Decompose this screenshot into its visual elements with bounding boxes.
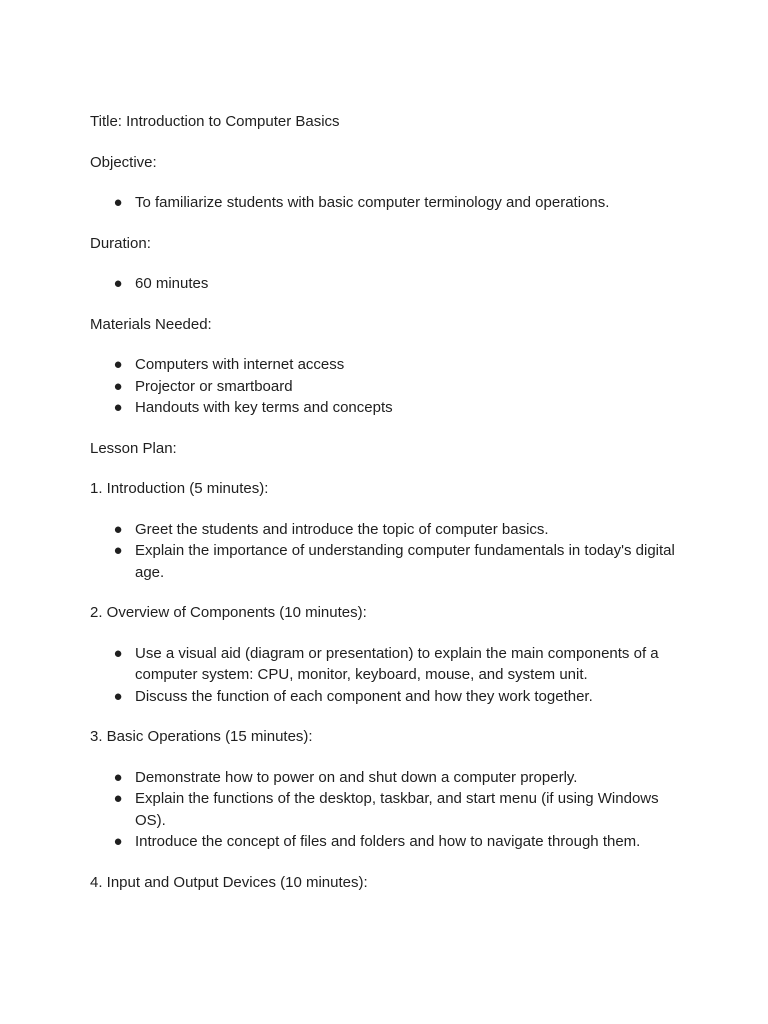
section-list: [90, 519, 680, 584]
materials-list: [90, 354, 680, 419]
bullet-icon: ●: [113, 644, 123, 662]
list-item-text: Explain the functions of the desktop, taskbar, and start menu (if using Windows OS).: [135, 790, 659, 829]
list-item: [90, 192, 680, 214]
bullet-icon: ●: [113, 768, 123, 786]
list-item: [90, 354, 680, 376]
materials-heading: Materials Needed:: [90, 315, 212, 333]
list-item-text: Handouts with key terms and concepts: [135, 399, 393, 416]
list-item: [90, 686, 680, 708]
list-item-text: Introduce the concept of files and folders and how to navigate through them.: [135, 833, 641, 850]
bullet-icon: ●: [113, 399, 123, 416]
document-page: [90, 111, 680, 912]
section-heading: 2. Overview of Components (10 minutes):: [90, 604, 367, 621]
list-item: [90, 831, 680, 853]
list-item-text: Computers with internet access: [135, 356, 345, 373]
list-item: [90, 767, 680, 789]
list-item-text: 60 minutes: [135, 275, 209, 292]
list-item-text: Discuss the function of each component and how they work together.: [135, 687, 593, 705]
list-item: [90, 397, 680, 419]
bullet-icon: ●: [113, 356, 123, 373]
section-heading: 3. Basic Operations (15 minutes):: [90, 728, 313, 745]
section-list: [90, 767, 680, 853]
bullet-icon: ●: [113, 687, 123, 705]
list-item: [90, 519, 680, 541]
list-item-text: To familiarize students with basic computer terminology and operations.: [135, 194, 610, 211]
lesson-plan-heading: Lesson Plan:: [90, 439, 177, 457]
bullet-icon: ●: [113, 377, 123, 395]
bullet-icon: ●: [113, 790, 123, 807]
duration-list: [90, 273, 680, 295]
document-title: Title: Introduction to Computer Basics: [90, 113, 340, 130]
list-item: [90, 376, 680, 398]
bullet-icon: ●: [113, 520, 123, 538]
list-item: [90, 788, 680, 831]
objective-heading: Objective:: [90, 153, 157, 171]
list-item: [90, 643, 680, 686]
list-item-text: Projector or smartboard: [135, 377, 293, 395]
section-heading: 1. Introduction (5 minutes):: [90, 480, 269, 497]
bullet-icon: ●: [113, 194, 123, 211]
bullet-icon: ●: [113, 542, 123, 559]
bullet-icon: ●: [113, 833, 123, 850]
list-item: [90, 273, 680, 295]
list-item-text: Use a visual aid (diagram or presentation) to explain the main components of a computer system: CPU, monitor, keyboard, mouse, and system unit.: [135, 644, 659, 683]
list-item-text: Greet the students and introduce the topic of computer basics.: [135, 520, 549, 538]
duration-heading: Duration:: [90, 234, 151, 252]
section-list: [90, 643, 680, 708]
list-item: [90, 540, 680, 583]
list-item-text: Explain the importance of understanding computer fundamentals in today's digital age.: [135, 542, 675, 581]
objective-list: [90, 192, 680, 214]
list-item-text: Demonstrate how to power on and shut down a computer properly.: [135, 768, 578, 786]
section-heading: 4. Input and Output Devices (10 minutes):: [90, 873, 368, 891]
bullet-icon: ●: [113, 275, 123, 292]
